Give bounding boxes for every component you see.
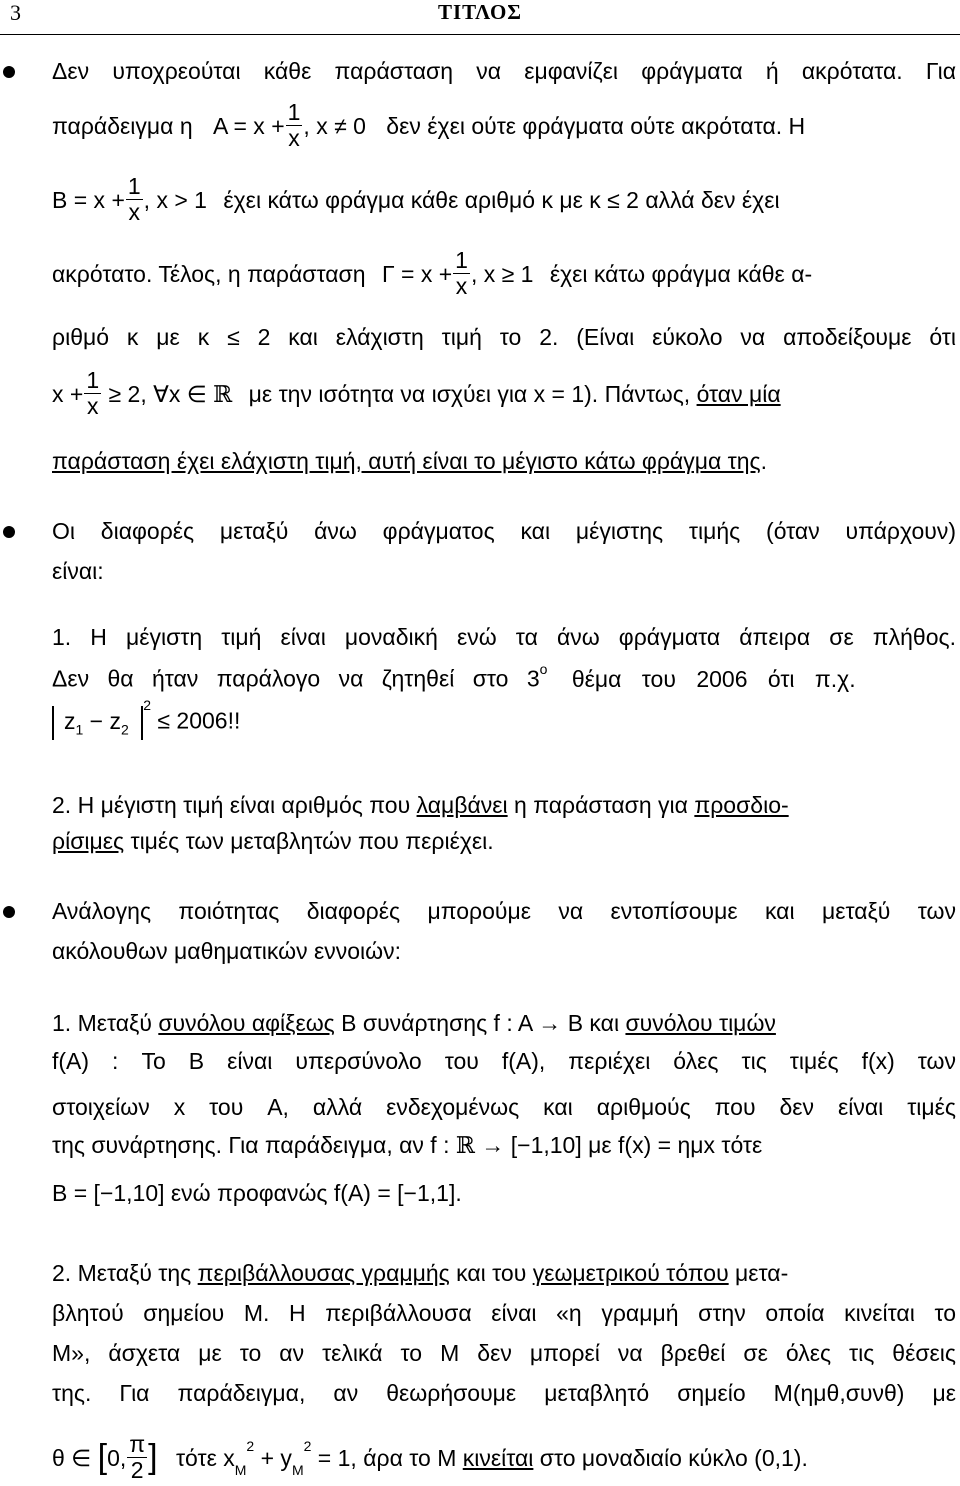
list-item-line: θ ∈ [0, $\frac{\pi}{2}$ ] τότε $x_M^2 + y_M^2 = 1$, άρα το M κινείται στο μοναδιαίο κύκλο (0,1).	[52, 1431, 808, 1484]
list-item-line: στοιχείων x του A, αλλά ενδεχομένως και αριθμούς που δεν είναι τιμές	[52, 1094, 956, 1120]
list-item: 2. Μεταξύ της περιβάλλουσας γραμμής και του γεωμετρικού τόπου μετα-	[52, 1260, 789, 1286]
paragraph-line: ακρότατο. Τέλος, η παράσταση Γ = x + $\frac{1}{x}$ , x ≥ 1 έχει κάτω φράγμα κάθε α-	[52, 247, 813, 300]
paragraph-line: Β = x + $\frac{1}{x}$ , x > 1 έχει κάτω φράγμα κάθε αριθμό κ με κ ≤ 2 αλλά δεν έχει	[52, 173, 780, 226]
list-item-line: B = [−1,10] ενώ προφανώς f(A) = [−1,1].	[52, 1180, 462, 1206]
paragraph-line: ριθμό κ με κ ≤ 2 και ελάχιστη τιμή το 2. (Είναι εύκολο να αποδείξουμε ότι	[52, 324, 956, 350]
paragraph-line: Οι διαφορές μεταξύ άνω φράγματος και μέγιστης τιμής (όταν υπάρχουν)	[52, 518, 956, 544]
formula: $z_1 - z_2$ $^2$ ≤ 2006!!	[52, 708, 240, 736]
page-title: ΤΙΤΛΟΣ	[437, 0, 523, 24]
page-header	[0, 0, 960, 35]
reals-symbol: ℝ	[213, 381, 233, 408]
reals-symbol: ℝ	[455, 1133, 475, 1159]
list-item: 1. Μεταξύ συνόλου αφίξεως Β συνάρτησης f : A → B και συνόλου τιμών	[52, 1010, 776, 1036]
list-item-line: βλητού σημείου M. Η περιβάλλουσα είναι «η γραμμή στην οποία κινείται το	[52, 1300, 956, 1326]
list-item-line: ρίσιμες τιμές των μεταβλητών που περιέχει.	[52, 828, 494, 854]
list-item-line: M», άσχετα με το αν τελικά το M δεν μπορεί να βρεθεί σε όλες τις θέσεις	[52, 1340, 956, 1366]
fraction: $\frac{1}{x}$	[287, 99, 301, 152]
paragraph-line: Ανάλογης ποιότητας διαφορές μπορούμε να εντοπίσουμε και μεταξύ των	[52, 898, 956, 924]
bullet-icon	[3, 526, 15, 538]
paragraph-line: είναι:	[52, 558, 104, 584]
paragraph-line: παράδειγμα η Α = x + $\frac{1}{x}$ , x ≠ 0 δεν έχει ούτε φράγματα ούτε ακρότατα. Η	[52, 99, 806, 152]
list-item-line: της συνάρτησης. Για παράδειγμα, αν f : ℝ → [−1,10] με f(x) = ημx τότε	[52, 1132, 763, 1159]
list-item: 1. Η μέγιστη τιμή είναι μοναδική ενώ τα άνω φράγματα άπειρα σε πλήθος.	[52, 624, 956, 650]
page-number: 3	[10, 0, 21, 25]
paragraph-line: παράσταση έχει ελάχιστη τιμή, αυτή είναι το μέγιστο κάτω φράγμα της.	[52, 448, 767, 474]
paragraph-line: x + $\frac{1}{x}$ ≥ 2, ∀x ∈ ℝ με την ισότητα να ισχύει για x = 1). Πάντως, όταν μία	[52, 367, 781, 420]
fraction: $\frac{1}{x}$	[455, 247, 468, 300]
bullet-icon	[3, 66, 15, 78]
list-item-line: Δεν θα ήταν παράλογο να ζητηθεί στο $3^o$ θέμα του 2006 ότι π.χ.	[52, 661, 856, 692]
list-item-line: της. Για παράδειγμα, αν θεωρήσουμε μεταβλητό σημείο M(ημθ,συνθ) με	[52, 1380, 956, 1406]
fraction: $\frac{1}{x}$	[127, 173, 141, 226]
list-item: 2. Η μέγιστη τιμή είναι αριθμός που λαμβάνει η παράσταση για προσδιο-	[52, 792, 789, 818]
fraction: $\frac{\pi}{2}$	[129, 1431, 146, 1484]
paragraph-line: Δεν υποχρεούται κάθε παράσταση να εμφανίζει φράγματα ή ακρότατα. Για	[52, 58, 956, 84]
bullet-icon	[3, 906, 15, 918]
fraction: $\frac{1}{x}$	[86, 367, 100, 420]
list-item-line: f(A) : Το Β είναι υπερσύνολο του f(A), περιέχει όλες τις τιμές f(x) των	[52, 1048, 956, 1074]
paragraph-line: ακόλουθων μαθηματικών εννοιών:	[52, 938, 401, 964]
